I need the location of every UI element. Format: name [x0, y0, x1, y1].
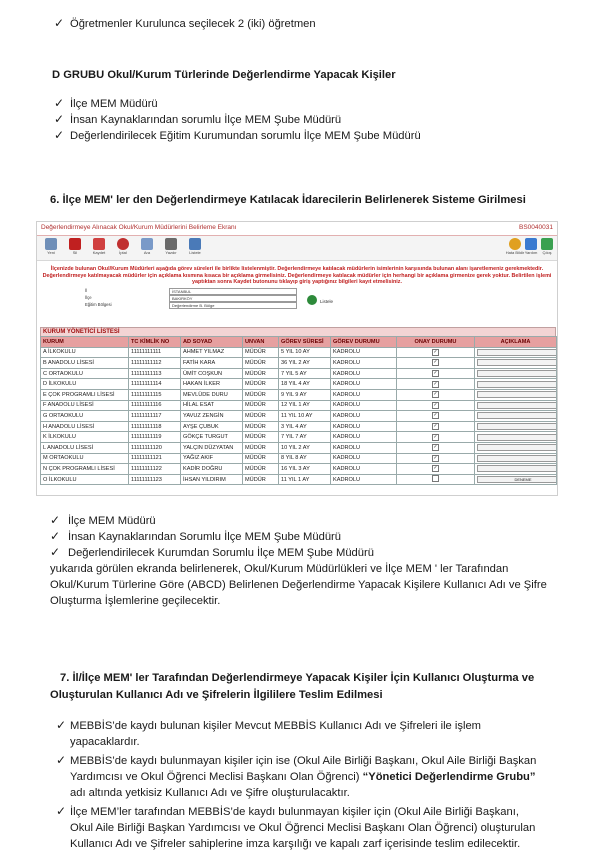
description-input[interactable] — [477, 359, 557, 366]
description-input[interactable]: DENEME — [477, 476, 557, 483]
description-cell — [475, 421, 557, 432]
d-group-item: İlçe MEM Müdürü — [70, 98, 158, 110]
table-cell-ad: YALÇIN DÜZYATAN — [181, 442, 243, 453]
window-titlebar — [37, 222, 557, 236]
table-cell-tc: 11111111113 — [129, 368, 181, 379]
list-icon[interactable] — [307, 295, 317, 305]
column-header: GÖREV SÜRESİ — [279, 337, 331, 348]
table-cell-sure: 11 YIL 1 AY — [279, 474, 331, 485]
table-cell-unvan: MÜDÜR — [243, 389, 279, 400]
table-cell-ad: MEVLÜDE DURU — [181, 389, 243, 400]
table-cell-kurum: C ORTAOKULU — [41, 368, 129, 379]
approval-cell — [397, 400, 475, 411]
approval-checkbox[interactable] — [432, 475, 439, 482]
column-header: TC KİMLİK NO — [129, 337, 181, 348]
table-cell-durum: KADROLU — [331, 347, 397, 358]
table-row — [41, 358, 557, 369]
table-cell-tc: 11111111123 — [129, 474, 181, 485]
table-cell-unvan: MÜDÜR — [243, 453, 279, 464]
table-cell-sure: 7 YIL 5 AY — [279, 368, 331, 379]
approval-checkbox[interactable]: ✓ — [433, 380, 438, 387]
approval-checkbox[interactable]: ✓ — [433, 423, 438, 430]
approval-cell — [397, 432, 475, 443]
check-icon: ✓ — [54, 16, 65, 30]
table-cell-tc: 11111111115 — [129, 389, 181, 400]
approval-cell — [397, 464, 475, 475]
table-cell-ad: HAKAN İLKER — [181, 379, 243, 390]
d-group-item: Değerlendirilecek Eğitim Kurumundan sorumlu İlçe MEM Şube Müdürü — [70, 130, 421, 142]
table-cell-tc: 11111111122 — [129, 464, 181, 475]
table-row — [41, 400, 557, 411]
description-cell — [475, 400, 557, 411]
help-button[interactable]: Yardım — [521, 238, 541, 258]
after-item: Değerlendirilecek Kurumdan Sorumlu İlçe MEM Şube Müdürü — [68, 547, 374, 559]
table-cell-unvan: MÜDÜR — [243, 400, 279, 411]
embedded-screenshot — [36, 221, 558, 496]
description-cell — [475, 358, 557, 369]
table-cell-kurum: F ANADOLU LİSESİ — [41, 400, 129, 411]
list-label[interactable]: Listele — [320, 299, 334, 304]
table-cell-durum: KADROLU — [331, 389, 397, 400]
exit-button[interactable]: Çıkış — [537, 238, 557, 258]
section-7-item: Yardımcısı ve Okul Öğrenci Meclisi Başkanı Olan Öğrenci) “Yönetici Değerlendirme Grubu” — [70, 771, 536, 783]
table-cell-kurum: K İLKOKULU — [41, 432, 129, 443]
column-header: KURUM — [41, 337, 129, 348]
check-icon: ✓ — [50, 513, 61, 527]
check-icon: ✓ — [56, 718, 67, 732]
table-cell-kurum: D İLKOKULU — [41, 379, 129, 390]
search-button[interactable]: Ara — [137, 238, 157, 258]
column-header: AD SOYAD — [181, 337, 243, 348]
table-row — [41, 474, 557, 485]
table-row — [41, 347, 557, 358]
table-cell-sure: 5 YIL 10 AY — [279, 347, 331, 358]
column-header: UNVAN — [243, 337, 279, 348]
table-title: KURUM YÖNETİCİ LİSTESİ — [43, 329, 120, 335]
section-7-item: MEBBİS’de kaydı bulunan kişiler Mevcut MEBBİS Kullanıcı Adı ve Şifreleri ile işlem — [70, 720, 481, 732]
table-cell-tc: 11111111118 — [129, 421, 181, 432]
approval-cell — [397, 358, 475, 369]
list-icon — [189, 238, 201, 250]
exit-icon — [541, 238, 553, 250]
description-cell — [475, 464, 557, 475]
table-cell-kurum: O İLKOKULU — [41, 474, 129, 485]
table-cell-tc: 11111111119 — [129, 432, 181, 443]
approval-checkbox[interactable]: ✓ — [433, 412, 438, 419]
window-title: Değerlendirmeye Alınacak Okul/Kurum Müdürlerini Belirleme Ekranı — [41, 224, 237, 231]
table-cell-sure: 8 YIL 8 AY — [279, 453, 331, 464]
region-label: Eğitim Bölgesi — [85, 302, 112, 307]
table-cell-tc: 11111111117 — [129, 411, 181, 422]
table-cell-durum: KADROLU — [331, 358, 397, 369]
d-group-item: İnsan Kaynaklarından sorumlu İlçe MEM Şube Müdürü — [70, 114, 342, 126]
table-cell-durum: KADROLU — [331, 400, 397, 411]
table-cell-kurum: E ÇOK PROGRAMLI LİSESİ — [41, 389, 129, 400]
after-paragraph-line: Oluşturma İşlemlerine geçilecektir. — [50, 595, 221, 607]
table-cell-ad: İHSAN YILDIRIM — [181, 474, 243, 485]
check-icon: ✓ — [54, 96, 65, 110]
approval-cell — [397, 347, 475, 358]
table-cell-kurum: G ORTAOKULU — [41, 411, 129, 422]
table-cell-tc: 11111111112 — [129, 358, 181, 369]
table-cell-durum: KADROLU — [331, 421, 397, 432]
table-row — [41, 453, 557, 464]
table-cell-sure: 3 YIL 4 AY — [279, 421, 331, 432]
check-icon: ✓ — [56, 753, 67, 767]
table-cell-ad: FATİH KARA — [181, 358, 243, 369]
check-icon: ✓ — [50, 545, 61, 559]
table-row — [41, 389, 557, 400]
print-icon — [165, 238, 177, 250]
description-input[interactable] — [477, 381, 557, 388]
table-cell-ad: AYŞE ÇUBUK — [181, 421, 243, 432]
section-7-item: Kullanıcı Adı ve Şifreler sahiplerine imza karşılığı ve kapalı zarf içerisinde teslim edilecektir. — [70, 838, 521, 850]
table-cell-tc: 11111111116 — [129, 400, 181, 411]
table-cell-durum: KADROLU — [331, 453, 397, 464]
table-row — [41, 411, 557, 422]
approval-checkbox[interactable]: ✓ — [433, 359, 438, 366]
warning-icon — [509, 238, 521, 250]
table-cell-kurum: M ORTAOKULU — [41, 453, 129, 464]
window-code: BS0040031 — [519, 224, 553, 231]
table-row — [41, 432, 557, 443]
table-cell-sure: 7 YIL 7 AY — [279, 432, 331, 443]
table-cell-durum: KADROLU — [331, 368, 397, 379]
after-paragraph-line: Okul/Kurum Türlerine Göre (ABCD) Belirlenen Değerlendirme Yapacak Kişilere Kullanıcı Adı ve Şifre — [50, 579, 547, 591]
table-cell-durum: KADROLU — [331, 442, 397, 453]
approval-checkbox[interactable]: ✓ — [433, 348, 438, 355]
save-icon — [93, 238, 105, 250]
table-cell-ad: YAĞIZ AKIF — [181, 453, 243, 464]
approval-checkbox[interactable]: ✓ — [433, 454, 438, 461]
column-header: AÇIKLAMA — [475, 337, 557, 348]
approval-cell — [397, 453, 475, 464]
table-cell-unvan: MÜDÜR — [243, 347, 279, 358]
table-cell-ad: AHMET YILMAZ — [181, 347, 243, 358]
table-row — [41, 379, 557, 390]
after-paragraph-line: yukarıda görülen ekranda belirlenerek, Okul/Kurum Müdürlükleri ve İlçe MEM ' ler Tarafından — [50, 563, 509, 575]
table-header-row — [41, 337, 557, 348]
table-cell-durum: KADROLU — [331, 379, 397, 390]
description-cell — [475, 347, 557, 358]
table-cell-sure: 18 YIL 4 AY — [279, 379, 331, 390]
table-cell-durum: KADROLU — [331, 432, 397, 443]
section-7-item: MEBBİS’de kaydı bulunmayan kişiler için ise (Okul Aile Birliği Başkanı, Okul Aile Birliği Başkan — [70, 755, 537, 767]
district-label: İlçe — [85, 295, 92, 300]
table-row — [41, 368, 557, 379]
section-7-item: Okul Aile Birliği Başkan Yardımcısı ve Okul Öğrenci Meclisi Başkanı Olan Öğrenci) oluşturulan — [70, 822, 536, 834]
filter-form — [37, 288, 557, 310]
province-label: İl — [85, 288, 88, 293]
table-cell-sure: 9 YIL 9 AY — [279, 389, 331, 400]
table-cell-sure: 10 YIL 2 AY — [279, 442, 331, 453]
approval-cell — [397, 379, 475, 390]
table-cell-durum: KADROLU — [331, 474, 397, 485]
description-input[interactable] — [477, 444, 557, 451]
new-button[interactable]: Yeni — [41, 238, 61, 258]
section-7-heading: Oluşturulan Kullanıcı Adı ve Şifrelerin İlgililere Teslim Edilmesi — [50, 689, 383, 701]
approval-checkbox[interactable]: ✓ — [433, 444, 438, 451]
table-cell-tc: 11111111111 — [129, 347, 181, 358]
description-input[interactable] — [477, 412, 557, 419]
section-6-heading: 6. İlçe MEM' ler den Değerlendirmeye Katılacak İdarecilerin Belirlenerek Sisteme Girilmesi — [50, 194, 526, 206]
delete-button[interactable]: Sil — [65, 238, 85, 258]
province-select[interactable]: İSTANBUL — [169, 288, 297, 295]
description-input[interactable] — [477, 423, 557, 430]
approval-cell — [397, 368, 475, 379]
section-7-item: yapacaklardır. — [70, 736, 140, 748]
description-input[interactable] — [477, 465, 557, 472]
approval-checkbox[interactable]: ✓ — [433, 465, 438, 472]
check-icon: ✓ — [50, 529, 61, 543]
approval-cell — [397, 474, 475, 485]
table-cell-unvan: MÜDÜR — [243, 411, 279, 422]
report-error-button[interactable]: Hata Bildir — [505, 238, 525, 258]
d-group-heading: D GRUBU Okul/Kurum Türlerinde Değerlendirme Yapacak Kişiler — [52, 69, 396, 81]
description-input[interactable] — [477, 402, 557, 409]
table-cell-unvan: MÜDÜR — [243, 358, 279, 369]
table-cell-ad: HİLAL ESAT — [181, 400, 243, 411]
approval-checkbox[interactable]: ✓ — [433, 433, 438, 440]
description-cell — [475, 411, 557, 422]
description-input[interactable] — [477, 391, 557, 398]
table-cell-ad: YAVUZ ZENGİN — [181, 411, 243, 422]
table-cell-kurum: B ANADOLU LİSESİ — [41, 358, 129, 369]
cancel-button[interactable]: İptal — [113, 238, 133, 258]
table-cell-ad: ÜMİT COŞKUN — [181, 368, 243, 379]
table-row — [41, 421, 557, 432]
section-7-heading: 7. İl/İlçe MEM' ler Tarafından Değerlendirmeye Yapacak Kişiler İçin Kullanıcı Oluşturma ve — [60, 672, 535, 684]
approval-checkbox[interactable]: ✓ — [433, 391, 438, 398]
description-cell — [475, 442, 557, 453]
approval-cell — [397, 442, 475, 453]
after-item: İnsan Kaynaklarından Sorumlu İlçe MEM Şube Müdürü — [68, 531, 341, 543]
table-cell-unvan: MÜDÜR — [243, 474, 279, 485]
table-cell-ad: KADİR DOĞRU — [181, 464, 243, 475]
table-cell-unvan: MÜDÜR — [243, 464, 279, 475]
new-icon — [45, 238, 57, 250]
description-cell — [475, 368, 557, 379]
table-cell-tc: 11111111120 — [129, 442, 181, 453]
approval-cell — [397, 421, 475, 432]
intro-item: Öğretmenler Kurulunca seçilecek 2 (iki) öğretmen — [70, 18, 316, 30]
description-cell — [475, 474, 557, 485]
save-button[interactable]: Kaydet — [89, 238, 109, 258]
table-cell-kurum: H ANADOLU LİSESİ — [41, 421, 129, 432]
cancel-icon — [117, 238, 129, 250]
table-cell-sure: 12 YIL 1 AY — [279, 400, 331, 411]
description-input[interactable] — [477, 370, 557, 377]
search-icon — [141, 238, 153, 250]
check-icon: ✓ — [54, 112, 65, 126]
delete-icon — [69, 238, 81, 250]
district-select[interactable]: BAKIRKÖY — [169, 295, 297, 302]
description-cell — [475, 379, 557, 390]
table-cell-unvan: MÜDÜR — [243, 432, 279, 443]
approval-cell — [397, 389, 475, 400]
table-cell-unvan: MÜDÜR — [243, 379, 279, 390]
description-cell — [475, 389, 557, 400]
description-cell — [475, 453, 557, 464]
table-cell-sure: 16 YIL 3 AY — [279, 464, 331, 475]
check-icon: ✓ — [56, 804, 67, 818]
table-cell-tc: 11111111114 — [129, 379, 181, 390]
table-cell-kurum: N ÇOK PROGRAMLI LİSESİ — [41, 464, 129, 475]
description-input[interactable] — [477, 434, 557, 441]
help-icon — [525, 238, 537, 250]
table-cell-durum: KADROLU — [331, 464, 397, 475]
region-select[interactable]: Değerlendirme B. Bölge — [169, 302, 297, 309]
section-7-item: İlçe MEM’ler tarafından MEBBİS’de kaydı bulunmayan kişiler için (Okul Aile Birliği Başkanı, — [70, 806, 519, 818]
table-cell-sure: 11 YIL 10 AY — [279, 411, 331, 422]
group-name: “Yönetici Değerlendirme Grubu” — [362, 771, 536, 783]
notice-text: İlçenizde bulunan Okul/Kurum Müdürleri aşağıda görev süreleri ile birlikte listelenmiştir. Değerlendirmeye katılacak müdürlerin isimlerinin karşısında bulunan alanı işaretlemeniz gerekmektedir. Değerlendirmeye katılmayacak müdürler için açıklama kısmına kısaca bir açıklama girmelisiniz. Değerlendirmeye katılacak müdürler için herhangi bir açıklama girmenize gerek yoktur. Belirtilen işlemi yaptıktan sonra Kaydet butonunu tıklayıp giriş yaptığınız bilgileri kayıt etmelisiniz. — [42, 266, 552, 286]
table-cell-kurum: L ANADOLU LİSESİ — [41, 442, 129, 453]
approval-checkbox[interactable]: ✓ — [433, 401, 438, 408]
list-button[interactable]: Listele — [185, 238, 205, 258]
description-cell — [475, 432, 557, 443]
manager-table — [40, 336, 557, 485]
table-cell-kurum: A İLKOKULU — [41, 347, 129, 358]
description-input[interactable] — [477, 455, 557, 462]
after-item: İlçe MEM Müdürü — [68, 515, 156, 527]
check-icon: ✓ — [54, 128, 65, 142]
table-row — [41, 442, 557, 453]
description-input[interactable] — [477, 349, 557, 356]
table-cell-durum: KADROLU — [331, 411, 397, 422]
section-7-item: adı altında yetkisiz Kullanıcı Adı ve Şifre oluşturulacaktır. — [70, 787, 350, 799]
table-cell-sure: 36 YIL 2 AY — [279, 358, 331, 369]
table-cell-unvan: MÜDÜR — [243, 368, 279, 379]
approval-cell — [397, 411, 475, 422]
toolbar — [37, 236, 557, 261]
approval-checkbox[interactable]: ✓ — [433, 370, 438, 377]
column-header: ONAY DURUMU — [397, 337, 475, 348]
table-cell-unvan: MÜDÜR — [243, 421, 279, 432]
table-cell-ad: GÖKÇE TURGUT — [181, 432, 243, 443]
print-button[interactable]: Yazdır — [161, 238, 181, 258]
table-cell-unvan: MÜDÜR — [243, 442, 279, 453]
column-header: GÖREV DURUMU — [331, 337, 397, 348]
table-cell-tc: 11111111121 — [129, 453, 181, 464]
table-row — [41, 464, 557, 475]
